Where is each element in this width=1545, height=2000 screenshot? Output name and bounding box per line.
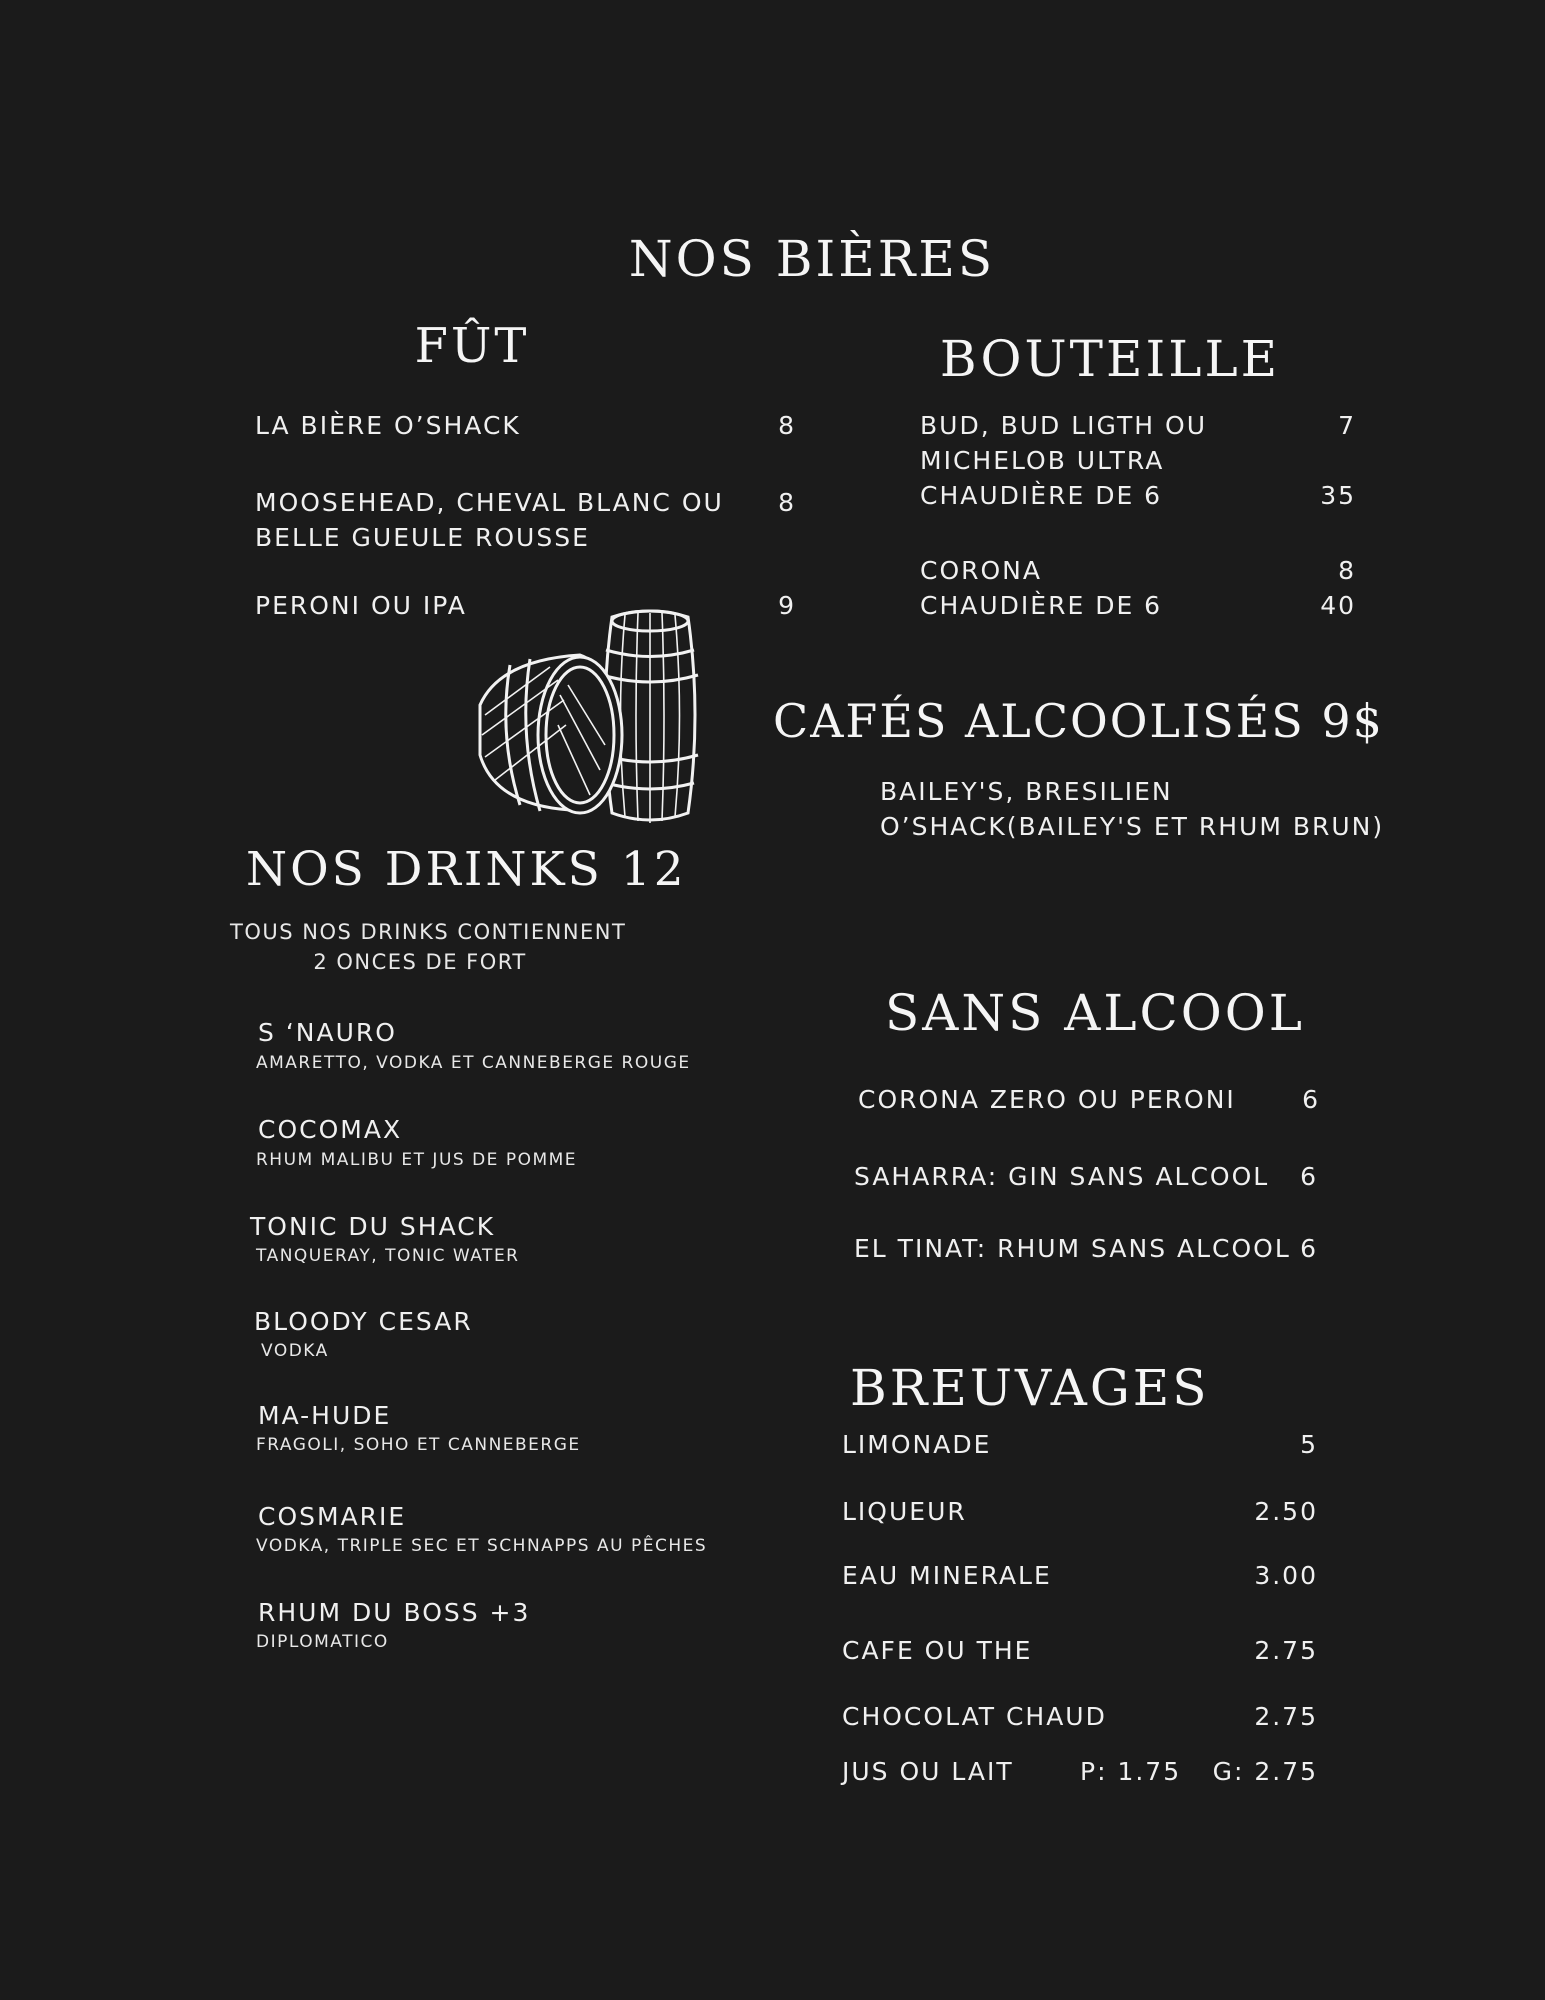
sans-alcool-item-2-name: SAHARRA: GIN SANS ALCOOL: [854, 1162, 1270, 1191]
bouteille-item-4-name: CHAUDIÈRE DE 6: [920, 591, 1163, 620]
drink-2-desc: RHUM MALIBU ET JUS DE POMME: [256, 1150, 578, 1170]
bouteille-item-1-line1: BUD, BUD LIGTH OU: [920, 411, 1208, 440]
sans-alcool-item-3-name: EL TINAT: RHUM SANS ALCOOL: [854, 1234, 1291, 1263]
fut-item-1-price: 8: [778, 411, 796, 440]
breuvage-1-price: 5: [1300, 1430, 1318, 1459]
bouteille-item-4-price: 40: [1320, 591, 1356, 620]
breuvage-5-name: CHOCOLAT CHAUD: [842, 1702, 1107, 1731]
bouteille-item-2-price: 35: [1320, 481, 1356, 510]
cafes-line-2: O’SHACK(BAILEY'S ET RHUM BRUN): [880, 812, 1385, 841]
drink-7-name: RHUM DU BOSS +3: [258, 1598, 531, 1627]
fut-item-2-price: 8: [778, 488, 796, 517]
breuvage-jus-grand: G: 2.75: [1212, 1757, 1318, 1786]
breuvage-2-price: 2.50: [1254, 1497, 1318, 1526]
bouteille-title: BOUTEILLE: [939, 330, 1281, 388]
bieres-title: NOS BIÈRES: [628, 230, 996, 288]
fut-item-1-name: LA BIÈRE O’SHACK: [255, 411, 521, 440]
drink-6-desc: VODKA, TRIPLE SEC ET SCHNAPPS AU PÊCHES: [256, 1536, 708, 1556]
bouteille-item-1-line2: MICHELOB ULTRA: [920, 446, 1165, 475]
drink-2-name: COCOMAX: [258, 1115, 403, 1144]
drinks-note-2: 2 ONCES DE FORT: [313, 950, 527, 974]
drink-5-name: MA-HUDE: [258, 1401, 392, 1430]
drink-5-desc: FRAGOLI, SOHO ET CANNEBERGE: [256, 1435, 581, 1455]
drinks-note-1: TOUS NOS DRINKS CONTIENNENT: [230, 920, 627, 944]
breuvage-3-name: EAU MINERALE: [842, 1561, 1052, 1590]
drink-1-name: S ‘NAURO: [258, 1018, 397, 1047]
breuvage-jus-name: JUS OU LAIT: [842, 1757, 1014, 1786]
breuvage-3-price: 3.00: [1254, 1561, 1318, 1590]
bouteille-item-3-price: 8: [1338, 556, 1356, 585]
drink-7-desc: DIPLOMATICO: [256, 1632, 389, 1652]
breuvages-title: BREUVAGES: [850, 1359, 1210, 1417]
fut-item-2-line2: BELLE GUEULE ROUSSE: [255, 523, 590, 552]
bouteille-item-2-name: CHAUDIÈRE DE 6: [920, 481, 1163, 510]
drinks-title: NOS DRINKS 12: [246, 842, 687, 897]
fut-title: FÛT: [414, 318, 530, 374]
fut-item-3-price: 9: [778, 591, 796, 620]
fut-item-2-line1: MOOSEHEAD, CHEVAL BLANC OU: [255, 488, 724, 517]
cafes-title: CAFÉS ALCOOLISÉS 9$: [773, 694, 1384, 748]
sans-alcool-item-3-price: 6: [1300, 1234, 1318, 1263]
sans-alcool-item-1-price: 6: [1302, 1085, 1320, 1114]
breuvage-1-name: LIMONADE: [842, 1430, 992, 1459]
drink-6-name: COSMARIE: [258, 1502, 407, 1531]
drink-3-name: TONIC DU SHACK: [250, 1212, 496, 1241]
sans-alcool-item-2-price: 6: [1300, 1162, 1318, 1191]
bouteille-item-3-name: CORONA: [920, 556, 1042, 585]
breuvage-4-name: CAFE OU THE: [842, 1636, 1033, 1665]
barrels-icon: [440, 605, 760, 830]
breuvage-5-price: 2.75: [1254, 1702, 1318, 1731]
drink-3-desc: TANQUERAY, TONIC WATER: [256, 1246, 520, 1266]
sans-alcool-item-1-name: CORONA ZERO OU PERONI: [858, 1085, 1236, 1114]
sans-alcool-title: SANS ALCOOL: [884, 984, 1305, 1042]
fut-item-3-name: PERONI OU IPA: [255, 591, 467, 620]
cafes-line-1: BAILEY'S, BRESILIEN: [880, 777, 1173, 806]
breuvage-jus-petit: P: 1.75: [1080, 1757, 1182, 1786]
breuvage-4-price: 2.75: [1254, 1636, 1318, 1665]
drink-4-desc: VODKA: [261, 1341, 329, 1361]
drink-1-desc: AMARETTO, VODKA ET CANNEBERGE ROUGE: [256, 1053, 691, 1073]
bouteille-item-1-price: 7: [1338, 411, 1356, 440]
drink-4-name: BLOODY CESAR: [254, 1307, 473, 1336]
breuvage-2-name: LIQUEUR: [842, 1497, 967, 1526]
